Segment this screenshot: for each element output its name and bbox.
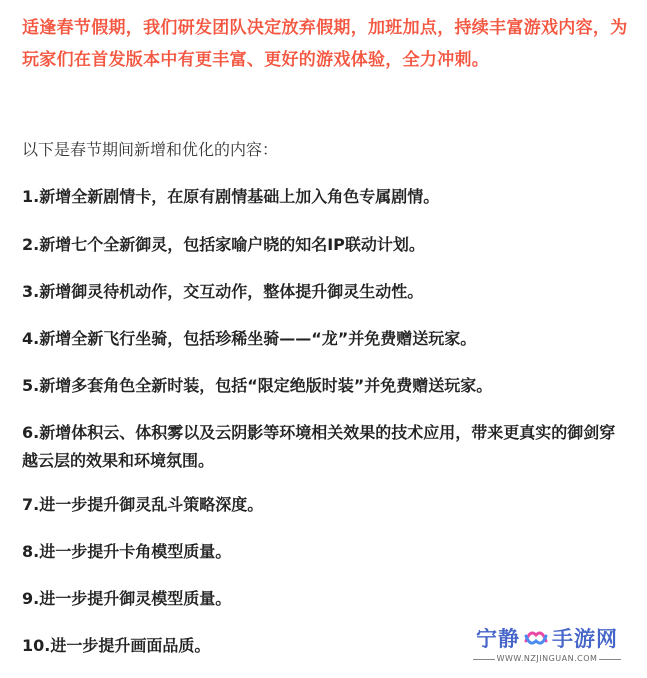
site-watermark	[467, 622, 627, 670]
list-item: 4.新增全新飞行坐骑，包括珍稀坐骑——“龙”并免费赠送玩家。	[22, 329, 477, 348]
nzjinguan-logo-icon	[523, 627, 549, 649]
watermark-logo-row	[467, 622, 627, 654]
list-item: 8.进一步提升卡角模型质量。	[22, 542, 232, 561]
list-item: 3.新增御灵待机动作，交互动作，整体提升御灵生动性。	[22, 282, 424, 301]
list-item: 7.进一步提升御灵乱斗策略深度。	[22, 495, 264, 514]
intro-paragraph: 适逢春节假期，我们研发团队决定放弃假期，加班加点，持续丰富游戏内容，为玩家们在首发版本中有更丰富、更好的游戏体验，全力冲刺。	[22, 18, 628, 70]
list-item: 9.进一步提升御灵模型质量。	[22, 589, 232, 608]
watermark-url: WWW.NZJINGUAN.COM	[496, 654, 598, 663]
list-item: 10.进一步提升画面品质。	[22, 636, 211, 655]
list-item: 1.新增全新剧情卡，在原有剧情基础上加入角色专属剧情。	[22, 187, 440, 206]
list-item: 6.新增体积云、体积雾以及云阴影等环境相关效果的技术应用，带来更真实的御剑穿越云层的效果和环境氛围。	[22, 423, 616, 470]
watermark-name-left: 宁静	[476, 627, 520, 651]
watermark-name-right: 手游网	[552, 627, 618, 651]
list-item: 2.新增七个全新御灵，包括家喻户晓的知名IP联动计划。	[22, 235, 425, 254]
list-item: 5.新增多套角色全新时装，包括“限定绝版时装”并免费赠送玩家。	[22, 376, 493, 395]
watermark-divider-right	[599, 659, 621, 660]
lead-text: 以下是春节期间新增和优化的内容：	[22, 140, 279, 159]
